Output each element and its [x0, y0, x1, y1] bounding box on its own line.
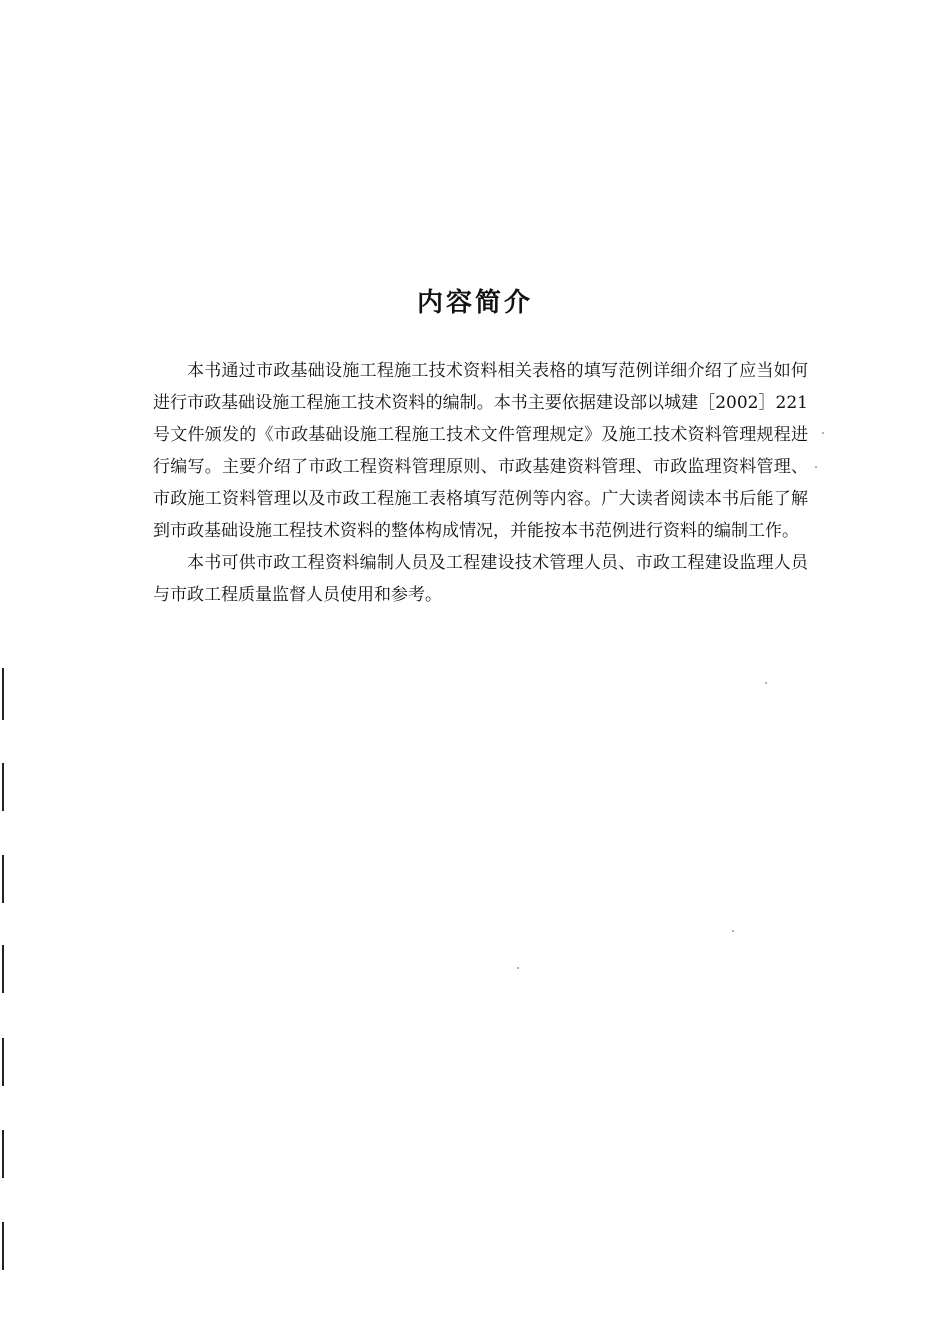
abstract-body [153, 355, 808, 611]
scan-speck [517, 967, 519, 969]
scan-speck [815, 466, 817, 468]
scan-speck [822, 432, 824, 434]
scan-mark-1 [2, 668, 4, 720]
paragraph-audience: 本书可供市政工程资料编制人员及工程建设技术管理人员、市政工程建设监理人员与市政工程质量监督人员使用和参考。 [153, 553, 808, 605]
page-title: 内容简介 [416, 288, 533, 318]
scan-mark-7 [2, 1222, 4, 1270]
scan-speck [765, 682, 767, 684]
scan-mark-5 [2, 1038, 4, 1086]
scan-speck [732, 930, 734, 932]
scan-mark-3 [2, 855, 4, 903]
paragraph-intro: 本书通过市政基础设施工程施工技术资料相关表格的填写范例详细介绍了应当如何进行市政基础设施工程施工技术资料的编制。本书主要依据建设部以城建［2002］221号文件颁发的《市政基础设施工程施工技术文件管理规定》及施工技术资料管理规程进行编写。主要介绍了市政工程资料管理原则、市政基建资料管理、市政监理资料管理、市政施工资料管理以及市政工程施工表格填写范例等内容。广大读者阅读本书后能了解到市政基础设施工程技术资料的整体构成情况，并能按本书范例进行资料的编制工作。 [153, 361, 808, 541]
scan-mark-4 [2, 945, 4, 993]
scan-mark-6 [2, 1130, 4, 1178]
scan-mark-2 [2, 763, 4, 811]
